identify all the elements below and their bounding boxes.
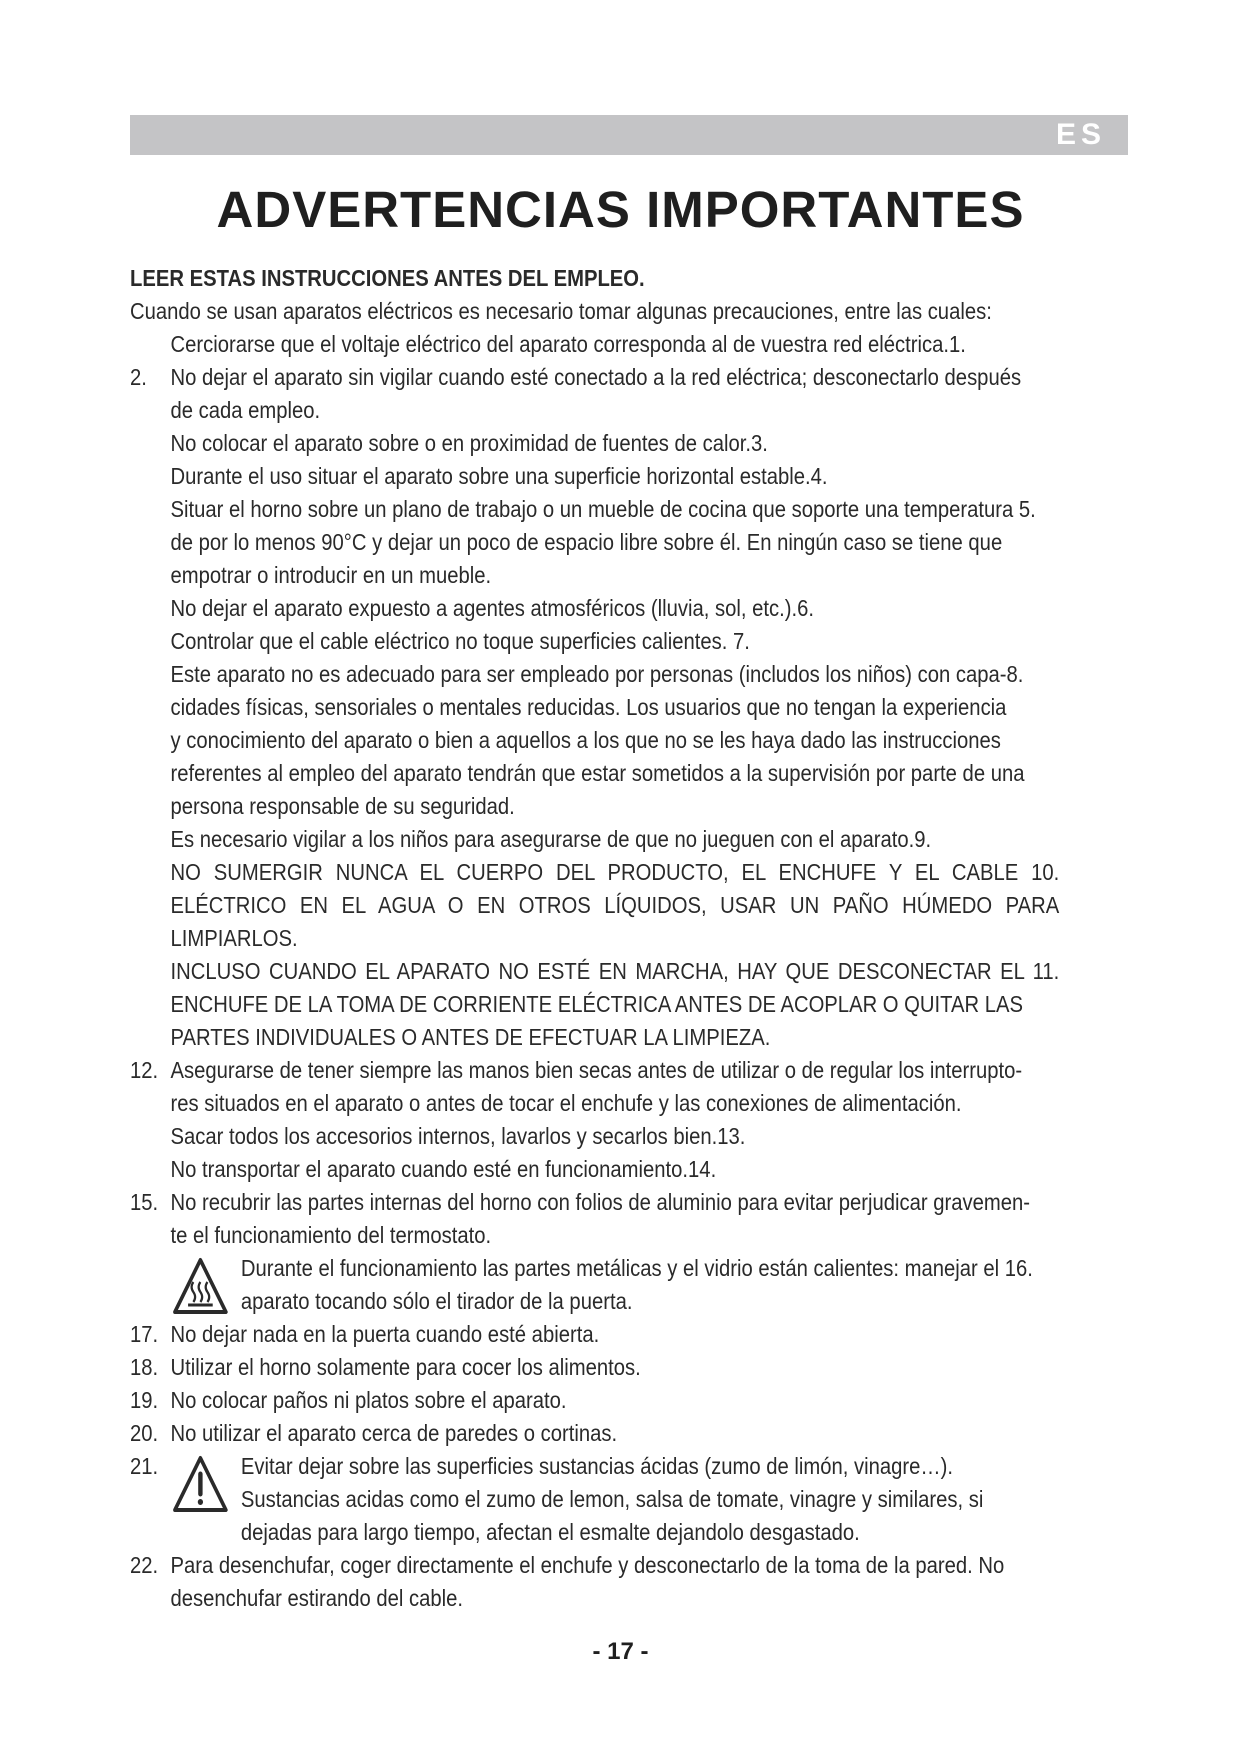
warning-line: Para desenchufar, coger directamente el enchufe y desconectarlo de la toma de la pared. No (170, 1552, 1005, 1578)
warning-line: aparato tocando sólo el tirador de la puerta. (240, 1288, 633, 1314)
warning-line: empotrar o introducir en un mueble. (170, 562, 492, 588)
warning-line: No colocar paños ni platos sobre el aparato. (170, 1387, 567, 1413)
item-number: 2. (130, 364, 147, 390)
item-number: 21. (130, 1453, 159, 1479)
warning-line: Sustancias acidas como el zumo de lemon, salsa de tomate, vinagre y similares, si (240, 1486, 984, 1512)
language-header-bar (130, 115, 1128, 155)
warning-line: Asegurarse de tener siempre las manos bien secas antes de utilizar o de regular los interrupto- (170, 1057, 1023, 1083)
warning-line: No utilizar el aparato cerca de paredes o cortinas. (170, 1420, 618, 1446)
warning-line: PARTES INDIVIDUALES O ANTES DE EFECTUAR LA LIMPIEZA. (170, 1024, 771, 1050)
warnings-content (130, 262, 1063, 1615)
warning-line: de cada empleo. (170, 397, 321, 423)
warning-line: No colocar el aparato sobre o en proximidad de fuentes de calor.3. (170, 430, 768, 456)
caution-warning-icon (172, 1454, 228, 1514)
hot-surface-warning-icon (172, 1256, 228, 1316)
warning-line: cidades físicas, sensoriales o mentales reducidas. Los usuarios que no tengan la experiencia (170, 694, 1007, 720)
warning-line: Situar el horno sobre un plano de trabajo o un mueble de cocina que soporte una temperatura 5. (170, 496, 1036, 522)
item-number: 18. (130, 1354, 159, 1380)
warning-line: te el funcionamiento del termostato. (170, 1222, 492, 1248)
warning-line: res situados en el aparato o antes de tocar el enchufe y las conexiones de alimentación. (170, 1090, 962, 1116)
warning-line: referentes al empleo del aparato tendrán que estar sometidos a la supervisión por parte de una (170, 760, 1025, 786)
warning-line: y conocimiento del aparato o bien a aquellos a los que no se les haya dado las instrucciones (170, 727, 1001, 753)
warning-line: Utilizar el horno solamente para cocer los alimentos. (170, 1354, 641, 1380)
intro-text: Cuando se usan aparatos eléctricos es necesario tomar algunas precauciones, entre las cuales: (130, 298, 992, 324)
warning-line: dejadas para largo tiempo, afectan el esmalte dejandolo desgastado. (240, 1519, 860, 1545)
warning-line: Cerciorarse que el voltaje eléctrico del aparato corresponda al de vuestra red eléctrica.1. (170, 331, 966, 357)
warning-line: Controlar que el cable eléctrico no toque superficies calientes. 7. (170, 628, 750, 654)
item-number: 15. (130, 1189, 159, 1215)
warning-line: Evitar dejar sobre las superficies sustancias ácidas (zumo de limón, vinagre…). (240, 1453, 953, 1479)
caution-warning (130, 1450, 1063, 1549)
warning-line: Durante el funcionamiento las partes metálicas y el vidrio están calientes: manejar el 16. (240, 1255, 1033, 1281)
warning-line: Durante el uso situar el aparato sobre una superficie horizontal estable.4. (170, 463, 828, 489)
warning-line: No dejar el aparato expuesto a agentes atmosféricos (lluvia, sol, etc.).6. (170, 595, 815, 621)
page-title: ADVERTENCIAS IMPORTANTES (216, 181, 1025, 238)
warning-line: desenchufar estirando del cable. (170, 1585, 464, 1611)
warning-line: No transportar el aparato cuando esté en funcionamiento.14. (170, 1156, 717, 1182)
warning-line: ELÉCTRICO EN EL AGUA O EN OTROS LÍQUIDOS, USAR UN PAÑO HÚMEDO PARA (170, 892, 1060, 918)
warning-line: No dejar nada en la puerta cuando esté abierta. (170, 1321, 600, 1347)
warning-line: No dejar el aparato sin vigilar cuando esté conectado a la red eléctrica; desconectarlo después (170, 364, 1022, 390)
subheading: LEER ESTAS INSTRUCCIONES ANTES DEL EMPLEO. (130, 265, 645, 291)
item-number: 22. (130, 1552, 159, 1578)
item-number: 12. (130, 1057, 159, 1083)
warning-line: INCLUSO CUANDO EL APARATO NO ESTÉ EN MARCHA, HAY QUE DESCONECTAR EL 11. (170, 958, 1060, 984)
warning-line: No recubrir las partes internas del horno con folios de aluminio para evitar perjudicar gravemen- (170, 1189, 1030, 1215)
warning-line: Este aparato no es adecuado para ser empleado por personas (includos los niños) con capa-8. (170, 661, 1024, 687)
item-number: 19. (130, 1387, 159, 1413)
warning-line: NO SUMERGIR NUNCA EL CUERPO DEL PRODUCTO, EL ENCHUFE Y EL CABLE 10. (170, 859, 1060, 885)
warning-line: Es necesario vigilar a los niños para asegurarse de que no jueguen con el aparato.9. (170, 826, 932, 852)
page-number: - 17 - (592, 1638, 649, 1665)
warning-line: persona responsable de su seguridad. (170, 793, 515, 819)
item-number: 17. (130, 1321, 159, 1347)
warning-line: de por lo menos 90°C y dejar un poco de espacio libre sobre él. En ningún caso se tiene que (170, 529, 1003, 555)
warning-line: ENCHUFE DE LA TOMA DE CORRIENTE ELÉCTRICA ANTES DE ACOPLAR O QUITAR LAS (170, 991, 1024, 1017)
language-code: ES (1055, 118, 1106, 151)
item-number: 20. (130, 1420, 159, 1446)
warning-line: Sacar todos los accesorios internos, lavarlos y secarlos bien.13. (170, 1123, 746, 1149)
warning-line: LIMPIARLOS. (170, 925, 298, 951)
hot-surface-warning (130, 1252, 1063, 1318)
